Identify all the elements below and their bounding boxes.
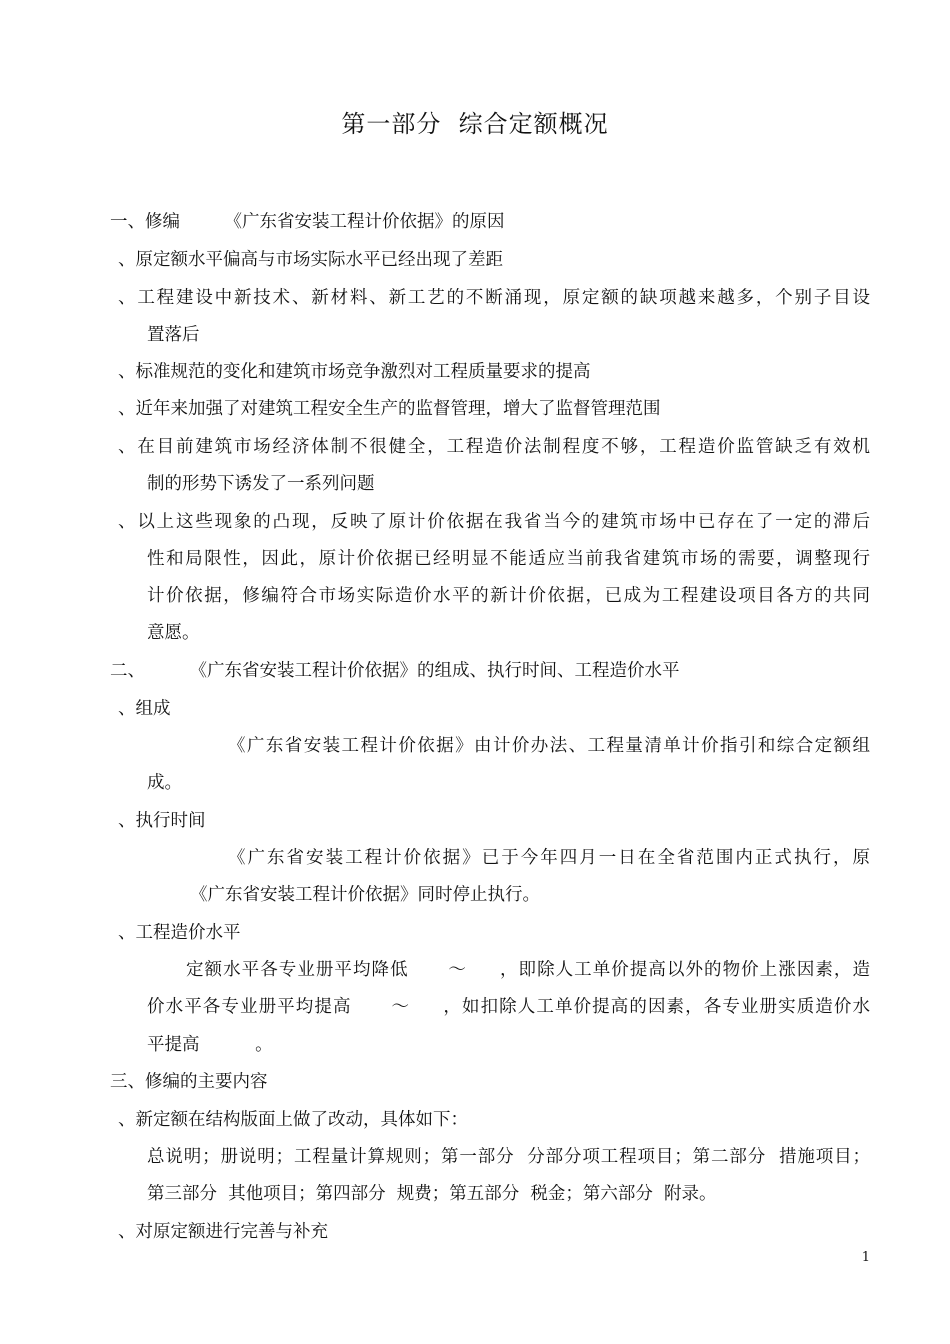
page-number: 1 bbox=[861, 1250, 870, 1265]
list-item-continuation: 制的形势下诱发了一系列问题 bbox=[147, 474, 375, 494]
paragraph: 总说明；册说明；工程量计算规则；第一部分 分部分项工程项目；第二部分 措施项目； bbox=[147, 1147, 870, 1167]
paragraph-continuation: 平提高 。 bbox=[147, 1035, 273, 1055]
paragraph-continuation: 第三部分 其他项目；第四部分 规费；第五部分 税金；第六部分 附录。 bbox=[147, 1184, 717, 1204]
list-item: 、对原定额进行完善与补充 bbox=[118, 1222, 328, 1242]
list-item: 、执行时间 bbox=[118, 811, 206, 831]
list-item: 、新定额在结构版面上做了改动，具体如下： bbox=[118, 1110, 468, 1130]
list-item-continuation: 计价依据，修编符合市场实际造价水平的新计价依据，已成为工程建设项目各方的共同 bbox=[147, 586, 870, 606]
list-item: 、在目前建筑市场经济体制不很健全，工程造价法制程度不够，工程造价监管缺乏有效机 bbox=[118, 437, 870, 457]
section-heading-3: 三、修编的主要内容 bbox=[110, 1072, 268, 1092]
list-item: 、近年来加强了对建筑工程安全生产的监督管理，增大了监督管理范围 bbox=[118, 399, 661, 419]
list-item: 、工程建设中新技术、新材料、新工艺的不断涌现，原定额的缺项越来越多，个别子目设 bbox=[118, 288, 870, 308]
section-heading-1: 一、修编 《广东省安装工程计价依据》的原因 bbox=[110, 212, 505, 232]
list-item: 、组成 bbox=[118, 699, 171, 719]
paragraph: 《广东省安装工程计价依据》已于今年四月一日在全省范围内正式执行，原 bbox=[228, 848, 870, 868]
paragraph-continuation: 成。 bbox=[147, 773, 182, 793]
list-item-continuation: 意愿。 bbox=[147, 623, 200, 643]
list-item-continuation: 性和局限性，因此，原计价依据已经明显不能适应当前我省建筑市场的需要，调整现行 bbox=[147, 549, 870, 569]
list-item: 、以上这些现象的凸现，反映了原计价依据在我省当今的建筑市场中已存在了一定的滞后 bbox=[118, 512, 870, 532]
list-item-continuation: 置落后 bbox=[147, 325, 200, 345]
paragraph: 定额水平各专业册平均降低 ～ ，即除人工单价提高以外的物价上涨因素，造 bbox=[186, 960, 870, 980]
page-title: 第一部分 综合定额概况 bbox=[341, 110, 609, 138]
section-heading-2: 二、 《广东省安装工程计价依据》的组成、执行时间、工程造价水平 bbox=[110, 661, 680, 681]
paragraph-continuation: 价水平各专业册平均提高 ～ ，如扣除人工单价提高的因素，各专业册实质造价水 bbox=[147, 997, 870, 1017]
paragraph: 《广东省安装工程计价依据》由计价办法、工程量清单计价指引和综合定额组 bbox=[228, 736, 870, 756]
paragraph-continuation: 《广东省安装工程计价依据》同时停止执行。 bbox=[190, 885, 540, 905]
list-item: 、工程造价水平 bbox=[118, 923, 241, 943]
list-item: 、标准规范的变化和建筑市场竞争激烈对工程质量要求的提高 bbox=[118, 362, 591, 382]
list-item: 、原定额水平偏高与市场实际水平已经出现了差距 bbox=[118, 250, 503, 270]
